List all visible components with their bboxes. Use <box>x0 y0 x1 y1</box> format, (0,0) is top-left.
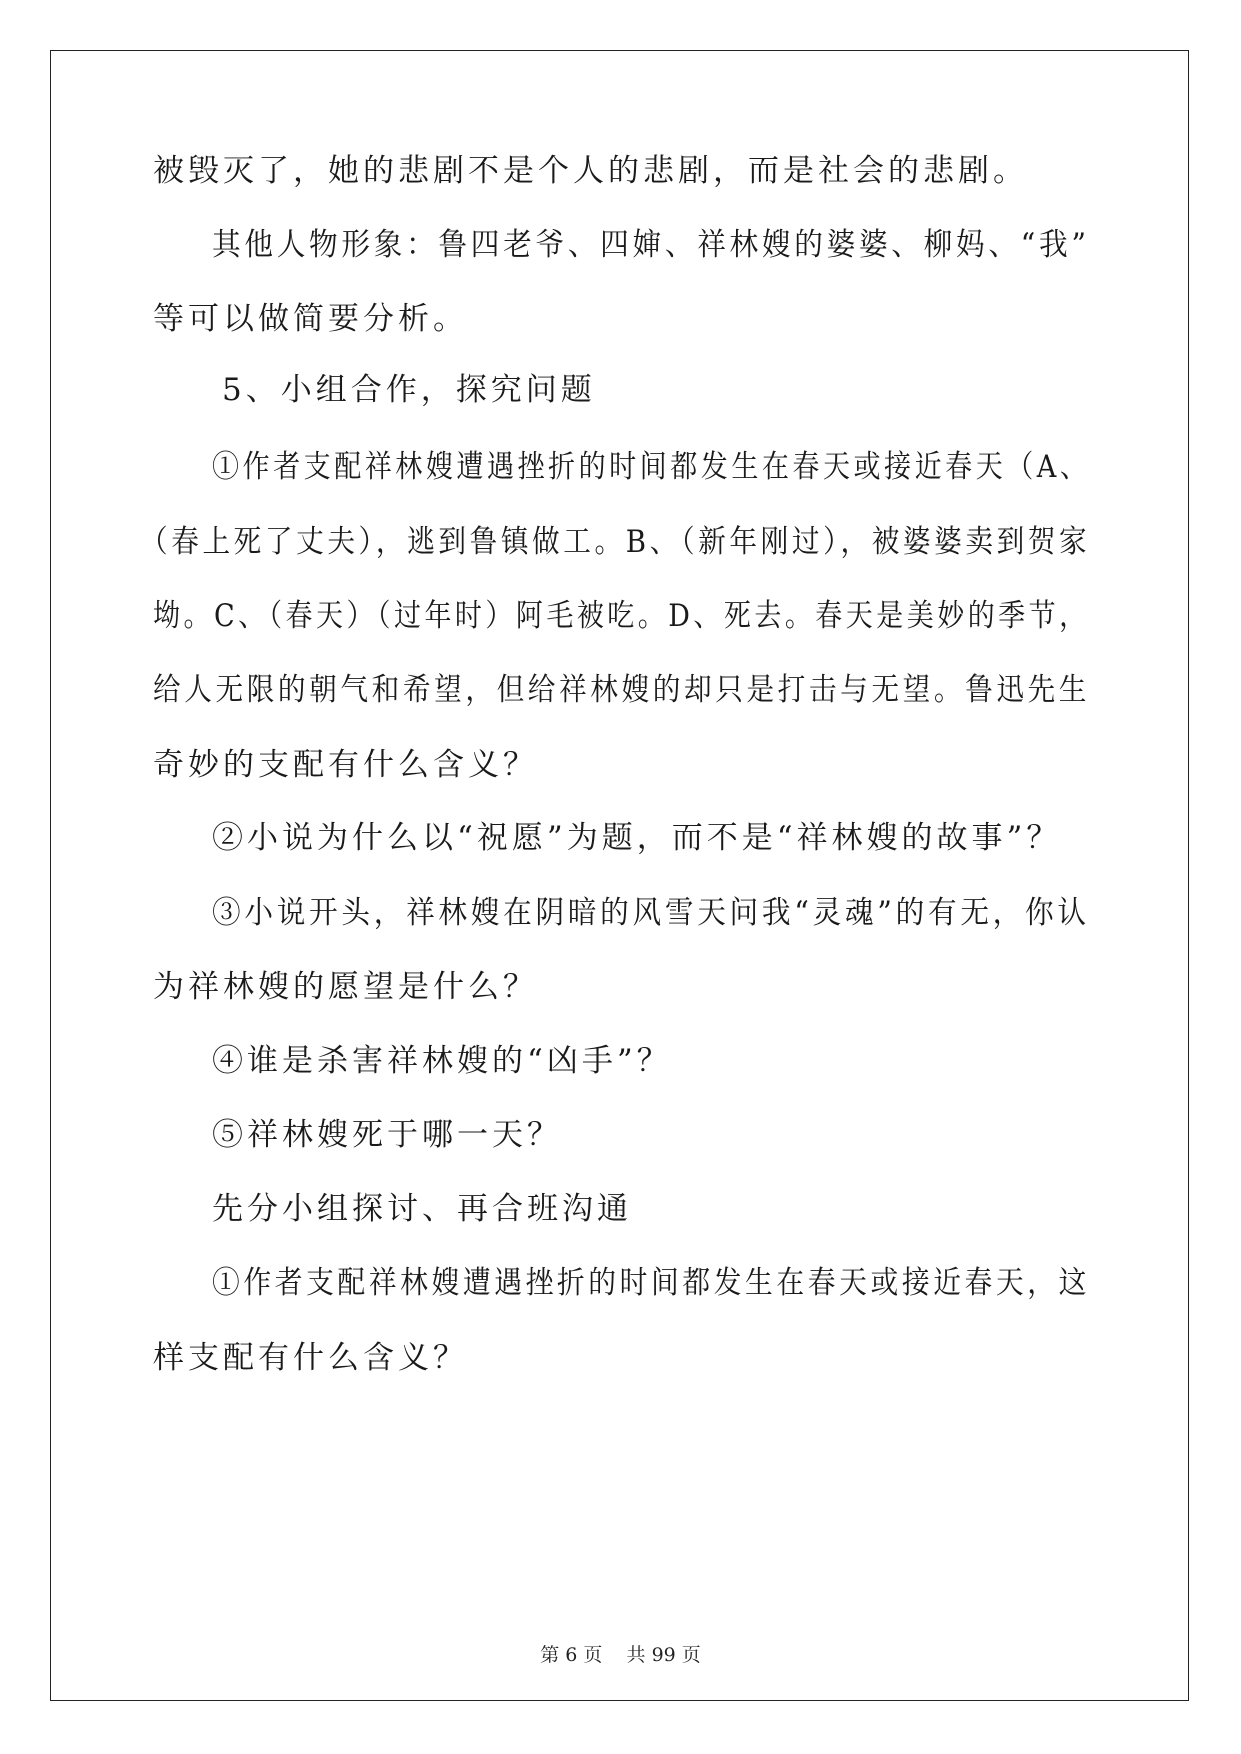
paragraph-line: 等可以做简要分析。 <box>153 301 468 337</box>
paragraph-line: ②小说为什么以“祝愿”为题，而不是“祥林嫂的故事”？ <box>212 820 1062 856</box>
paragraph-line: 给人无限的朝气和希望，但给祥林嫂的却只是打击与无望。鲁迅先生 <box>153 672 1091 708</box>
paragraph-line: ①作者支配祥林嫂遭遇挫折的时间都发生在春天或接近春天（A、 <box>212 449 1091 485</box>
paragraph-line: （春上死了丈夫），逃到鲁镇做工。B、（新年刚过），被婆婆卖到贺家 <box>140 524 1091 560</box>
paragraph-line: 为祥林嫂的愿望是什么？ <box>153 969 538 1005</box>
paragraph-line: ③小说开头，祥林嫂在阴暗的风雪天问我“灵魂”的有无，你认 <box>212 895 1090 931</box>
paragraph-line: 先分小组探讨、再合班沟通 <box>212 1191 632 1227</box>
paragraph-line: 样支配有什么含义？ <box>153 1340 468 1376</box>
paragraph-line: ④谁是杀害祥林嫂的“凶手”？ <box>212 1043 672 1079</box>
paragraph-line: ①作者支配祥林嫂遭遇挫折的时间都发生在春天或接近春天，这 <box>212 1265 1090 1301</box>
section-heading: 5、小组合作，探究问题 <box>222 372 596 408</box>
page-border <box>50 50 1189 1701</box>
paragraph-line: 被毁灭了，她的悲剧不是个人的悲剧，而是社会的悲剧。 <box>153 153 1028 189</box>
paragraph-line: 其他人物形象：鲁四老爷、四婶、祥林嫂的婆婆、柳妈、“我” <box>212 227 1090 263</box>
paragraph-line: 坳。C、（春天）（过年时）阿毛被吃。D、死去。春天是美妙的季节， <box>153 598 1090 634</box>
paragraph-line: ⑤祥林嫂死于哪一天？ <box>212 1117 562 1153</box>
page-number: 第 6 页 共 99 页 <box>540 1644 701 1666</box>
paragraph-line: 奇妙的支配有什么含义？ <box>153 747 538 783</box>
